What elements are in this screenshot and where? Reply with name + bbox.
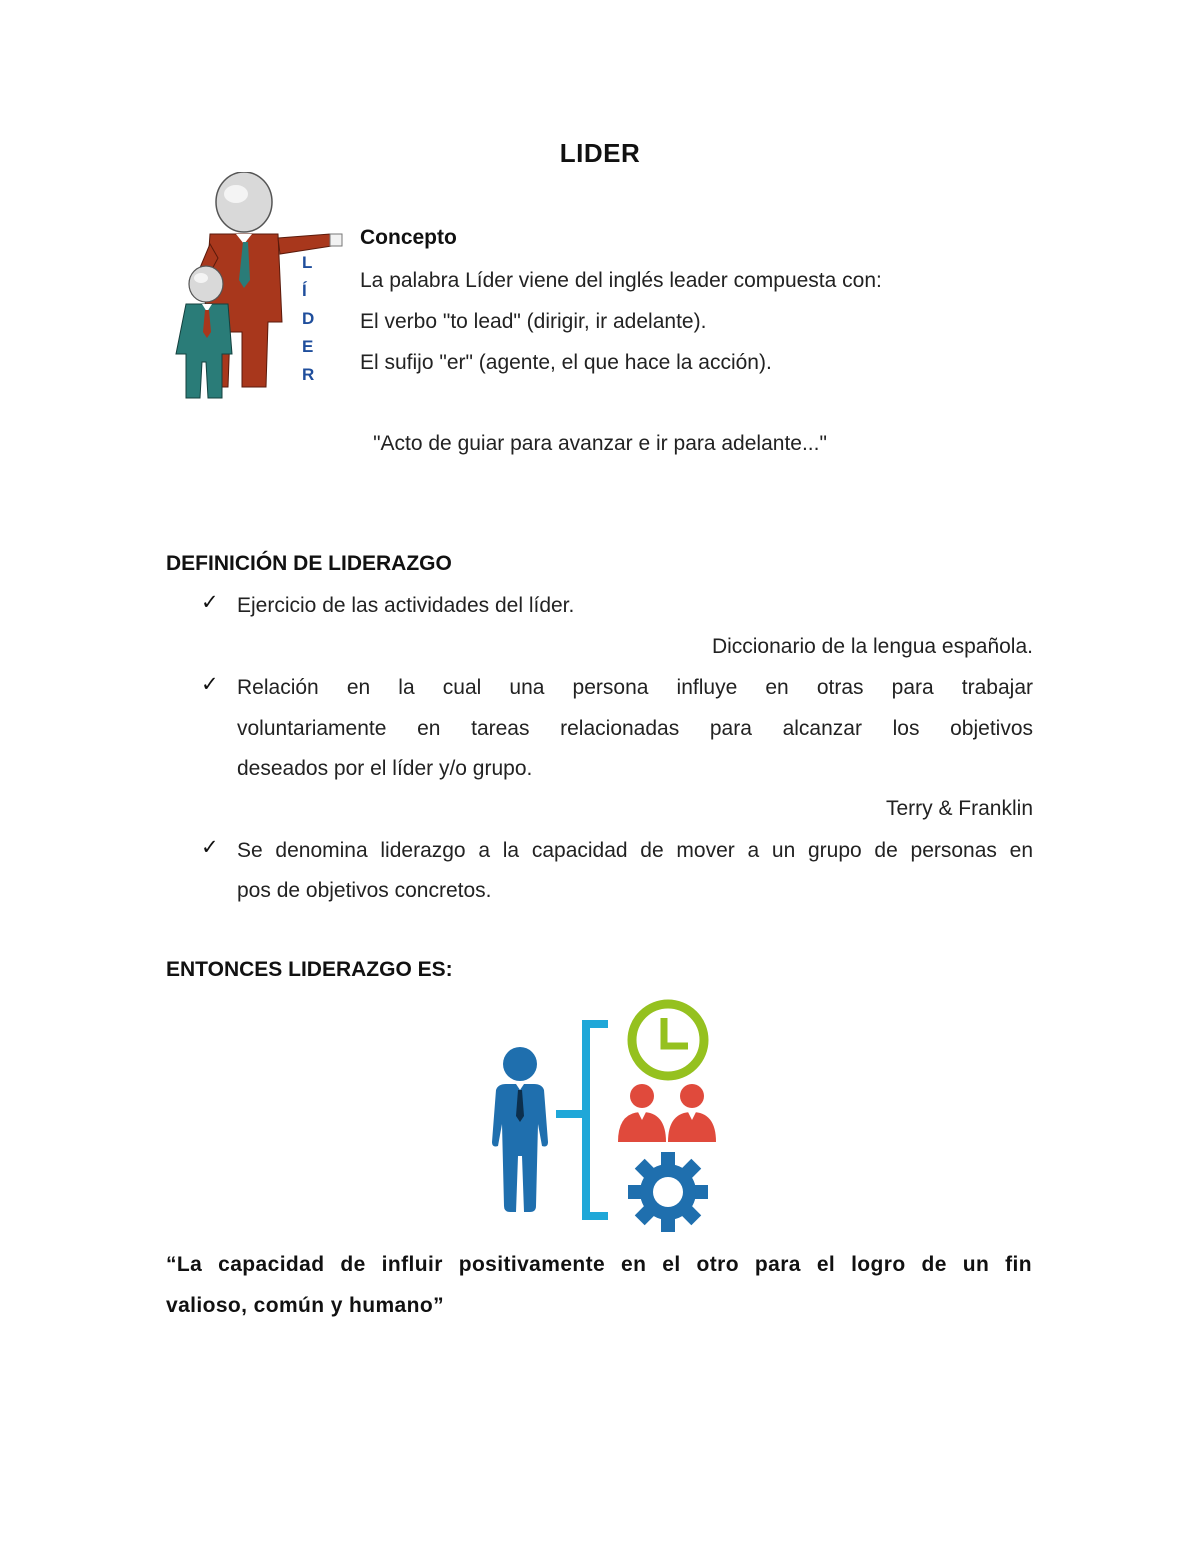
logo-letter: R bbox=[302, 365, 315, 384]
page-title: LIDER bbox=[559, 138, 641, 168]
concept-line: El verbo "to lead" (dirigir, ir adelante). bbox=[360, 310, 707, 333]
concept-quote: "Acto de guiar para avanzar e ir para adelante..." bbox=[373, 432, 827, 455]
logo-letter: Í bbox=[302, 281, 307, 300]
check-icon: ✓ bbox=[201, 673, 219, 696]
definition-source: Diccionario de la lengua española. bbox=[711, 635, 1033, 658]
definition-item-line: Ejercicio de las actividades del líder. bbox=[237, 594, 575, 617]
final-quote-line: “La capacidad de influir positivamente en el otro para el logro de un fin bbox=[166, 1253, 1032, 1276]
definition-item-line: Se denomina liderazgo a la capacidad de mover a un grupo de personas en bbox=[237, 839, 1033, 862]
definition-item-line: deseados por el líder y/o grupo. bbox=[237, 757, 533, 780]
leader-illustration bbox=[158, 172, 344, 408]
definition-item-line: voluntariamente en tareas relacionadas para alcanzar los objetivos bbox=[237, 717, 1033, 740]
logo-letter: L bbox=[302, 253, 313, 272]
definition-item-line: pos de objetivos concretos. bbox=[237, 879, 492, 902]
connector-bracket bbox=[556, 1024, 608, 1216]
final-quote-line: valioso, común y humano” bbox=[166, 1294, 444, 1317]
logo-letters bbox=[302, 253, 314, 384]
concept-line: El sufijo "er" (agente, el que hace la acción). bbox=[360, 351, 772, 374]
gear-icon bbox=[628, 1152, 708, 1232]
concept-line: La palabra Líder viene del inglés leader compuesta con: bbox=[360, 269, 882, 292]
definition-heading: DEFINICIÓN DE LIDERAZGO bbox=[166, 552, 452, 575]
check-icon: ✓ bbox=[201, 836, 219, 859]
conclusion-heading: ENTONCES LIDERAZGO ES: bbox=[166, 958, 453, 981]
definition-item-line: Relación en la cual una persona influye en otras para trabajar bbox=[237, 676, 1033, 699]
logo-letter: E bbox=[302, 337, 314, 356]
concept-heading: Concepto bbox=[360, 226, 457, 249]
leadership-infographic bbox=[478, 996, 718, 1236]
logo-letter: D bbox=[302, 309, 315, 328]
check-icon: ✓ bbox=[201, 591, 219, 614]
definition-source: Terry & Franklin bbox=[885, 797, 1033, 820]
leader-person-icon bbox=[492, 1047, 548, 1212]
clock-icon bbox=[632, 1004, 704, 1076]
team-people-icon bbox=[618, 1084, 716, 1142]
